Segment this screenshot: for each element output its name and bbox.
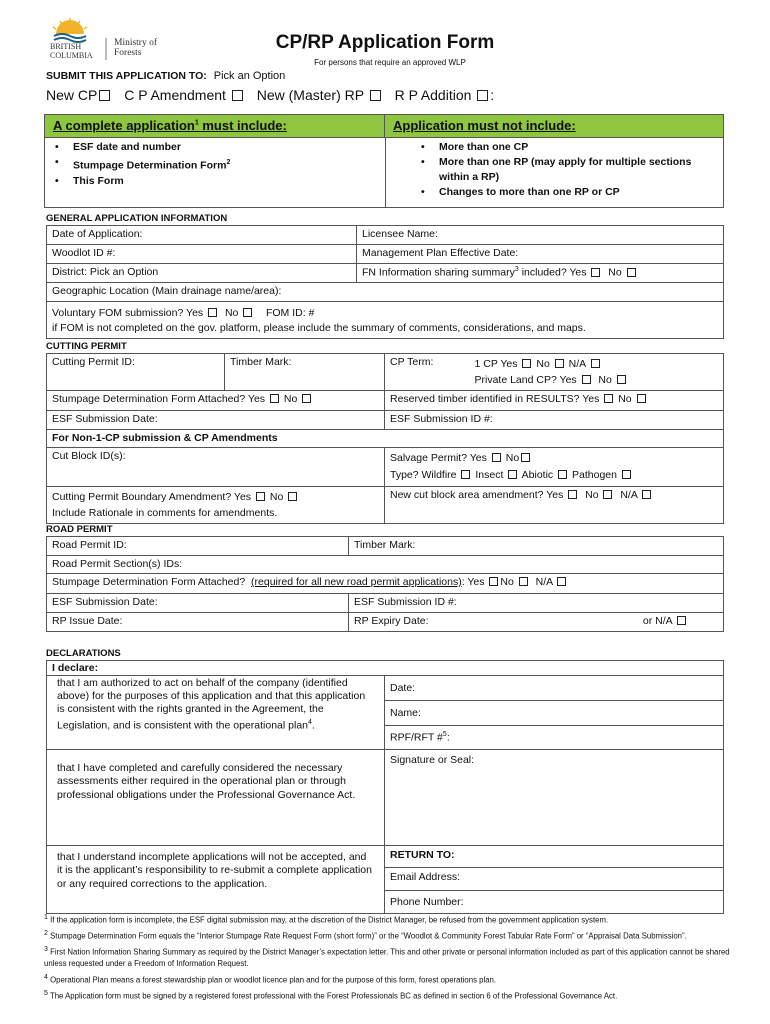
declaration-1: that I am authorized to act on behalf of the company (identified above) for the purposes of this application and that this application is consistent with the rights granted in the Agreement, the Legislation, and is consistent with the operational plan$^4$. [47, 676, 385, 750]
cp-esf-date-field[interactable]: ESF Submission Date: [47, 411, 385, 430]
general-section-title: GENERAL APPLICATION INFORMATION [46, 213, 228, 224]
fn-info-field: FN Information sharing summary$^3$ included? Yes No [357, 264, 724, 283]
checkbox[interactable] [489, 577, 498, 586]
must-include-list [49, 140, 379, 189]
must-include-heading: A complete application$^1$ must include: [45, 115, 385, 138]
list-item: • Changes to more than one RP or CP [415, 185, 715, 200]
cutting-permit-table [46, 353, 724, 524]
footnote: $^2$ Stumpage Determination Form equals the “Interior Stumpage Rate Request Form (short form)” or the “Woodlot & Community Forest Tabular Rate Form” or “Appraisal Data Submission”. [44, 930, 687, 941]
list-item: • More than one CP [415, 140, 715, 155]
declarations-section-title: DECLARATIONS [46, 648, 121, 659]
application-type-row [46, 87, 502, 103]
checkbox[interactable] [521, 453, 530, 462]
rp-stumpage-field: Stumpage Determination Form Attached? (required for all new road permit applications): Yes No N/A [47, 574, 724, 594]
checkbox[interactable] [232, 90, 243, 101]
mgmt-plan-date-field[interactable]: Management Plan Effective Date: [357, 245, 724, 264]
woodlot-id-field[interactable]: Woodlot ID #: [47, 245, 357, 264]
return-to-block [385, 845, 724, 913]
email-field[interactable]: Email Address: [385, 868, 723, 891]
footnote: $^3$ First Nation Information Sharing Summary as required by the District Manager’s expectation letter. This and other private or personal information included as part of this application cannot be shared unless requested under a Freedom of Information Request. [44, 946, 730, 969]
date-of-application-field[interactable]: Date of Application: [47, 226, 357, 245]
submit-to-dropdown[interactable]: Pick an Option [213, 70, 286, 82]
cp-term-options: 1 CP Yes No N/A Private Land CP? Yes No [470, 354, 724, 391]
checkbox[interactable] [558, 470, 567, 479]
checkbox[interactable] [603, 490, 612, 499]
checkbox[interactable] [302, 394, 311, 403]
checkbox[interactable] [677, 616, 686, 625]
boundary-amendment-field: Cutting Permit Boundary Amendment? Yes No Include Rationale in comments for amendments. [47, 487, 385, 524]
checkbox[interactable] [208, 308, 217, 317]
logo-wordmark: BRITISH COLUMBIA [50, 42, 93, 60]
checkbox[interactable] [617, 375, 626, 384]
district-field[interactable]: District: Pick an Option [47, 264, 357, 283]
checkbox[interactable] [642, 490, 651, 499]
phone-field[interactable]: Phone Number: [390, 895, 464, 908]
cp-timber-mark-field[interactable]: Timber Mark: [225, 354, 385, 391]
rp-esf-id-field[interactable]: ESF Submission ID #: [349, 594, 724, 613]
type-cp-amendment[interactable]: C P Amendment [124, 87, 245, 103]
ministry-name: Ministry of Forests [114, 38, 158, 58]
checkbox[interactable] [519, 577, 528, 586]
checkbox[interactable] [582, 375, 591, 384]
declaration-name-field[interactable]: Name: [385, 701, 724, 726]
cp-id-field[interactable]: Cutting Permit ID: [47, 354, 225, 391]
submit-to-row [46, 70, 285, 82]
cut-block-ids-field[interactable]: Cut Block ID(s): [47, 448, 385, 487]
page-title: CP/RP Application Form [275, 32, 495, 53]
checkbox[interactable] [604, 394, 613, 403]
must-not-include-list [415, 140, 715, 200]
checkbox[interactable] [508, 470, 517, 479]
reserved-timber-field: Reserved timber identified in RESULTS? Yes No [385, 391, 724, 411]
checkbox[interactable] [99, 90, 110, 101]
checkbox[interactable] [477, 90, 488, 101]
checkbox[interactable] [591, 359, 600, 368]
checkbox[interactable] [622, 470, 631, 479]
road-permit-section-title: ROAD PERMIT [46, 524, 113, 535]
rpf-rft-field[interactable]: RPF/RFT #$^5$: [385, 726, 724, 750]
rp-expiry-date-field[interactable]: RP Expiry Date: or N/A [349, 613, 724, 632]
checkbox[interactable] [288, 492, 297, 501]
cp-esf-id-field[interactable]: ESF Submission ID #: [385, 411, 724, 430]
checkbox[interactable] [270, 394, 279, 403]
footnote: $^1$ If the application form is incomplete, the ESF digital submission may, at the discretion of the District Manager, be refused from the government application system. [44, 914, 609, 925]
checkbox[interactable] [243, 308, 252, 317]
cp-term-field[interactable]: CP Term: [385, 354, 470, 391]
declaration-2: that I have completed and carefully considered the necessary assessments either required in the operational plan or through professional obligations under the Professional Governance Act. [47, 749, 385, 845]
geographic-location-field[interactable]: Geographic Location (Main drainage name/area): [47, 283, 724, 302]
declaration-3: that I understand incomplete applications will not be accepted, and it is the applicant’s responsibility to re-submit a complete application or any required corrections to the application. [47, 845, 385, 913]
requirements-box [44, 114, 724, 208]
rationale-note: Include Rationale in comments for amendments. [52, 507, 278, 519]
i-declare-heading: I declare: [47, 661, 724, 676]
list-item: • More than one RP (may apply for multiple sections within a RP) [415, 155, 715, 185]
footnote: $^4$ Operational Plan means a forest stewardship plan or woodlot licence plan and for the purpose of this form, forest operations plan. [44, 973, 497, 985]
must-not-include-heading: Application must not include: [385, 115, 723, 138]
checkbox[interactable] [627, 268, 636, 277]
checkbox[interactable] [522, 359, 531, 368]
checkbox[interactable] [555, 359, 564, 368]
page-subtitle: For persons that require an approved WLP [314, 58, 466, 67]
checkbox[interactable] [637, 394, 646, 403]
checkbox[interactable] [256, 492, 265, 501]
type-rp-addition[interactable]: R P Addition : [394, 87, 495, 103]
checkbox[interactable] [591, 268, 600, 277]
general-info-table [46, 225, 724, 339]
type-new-master-rp[interactable]: New (Master) RP [257, 87, 383, 103]
type-new-cp[interactable]: New CP [46, 87, 112, 103]
cp-stumpage-field: Stumpage Determination Form Attached? Yes No [47, 391, 385, 411]
rp-esf-date-field[interactable]: ESF Submission Date: [47, 594, 349, 613]
rp-sections-field[interactable]: Road Permit Section(s) IDs: [47, 556, 724, 574]
return-to-heading: RETURN TO: [385, 846, 723, 868]
fom-note: if FOM is not completed on the gov. platform, please include the summary of comments, considerations, and maps. [52, 322, 586, 334]
rp-id-field[interactable]: Road Permit ID: [47, 537, 349, 556]
declarations-table [46, 660, 724, 914]
fom-field: Voluntary FOM submission? Yes No FOM ID: # if FOM is not completed on the gov. platform, please include the summary of comments, considerations, and maps. [47, 302, 724, 339]
rp-timber-mark-field[interactable]: Timber Mark: [349, 537, 724, 556]
checkbox[interactable] [461, 470, 470, 479]
declaration-date-field[interactable]: Date: [385, 676, 724, 701]
road-permit-table [46, 536, 724, 632]
salvage-permit-field: Salvage Permit? Yes No Type? Wildfire Insect Abiotic Pathogen [385, 448, 724, 487]
rp-issue-date-field[interactable]: RP Issue Date: [47, 613, 349, 632]
list-item: • ESF date and number [49, 140, 379, 155]
district-dropdown[interactable]: Pick an Option [89, 266, 159, 278]
checkbox[interactable] [492, 453, 501, 462]
footnotes [44, 912, 734, 1004]
footnote: $^5$ The Application form must be signed by a registered forest professional with the Forest Professionals BC as defined in section 6 of the Professional Governance Act. [44, 989, 618, 1001]
checkbox[interactable] [370, 90, 381, 101]
list-item: • This Form [49, 174, 379, 189]
new-cut-block-field: New cut block area amendment? Yes No N/A [385, 487, 724, 524]
submit-to-label: SUBMIT THIS APPLICATION TO: [46, 70, 207, 82]
licensee-name-field[interactable]: Licensee Name: [357, 226, 724, 245]
checkbox[interactable] [568, 490, 577, 499]
cutting-permit-section-title: CUTTING PERMIT [46, 341, 127, 352]
signature-field[interactable]: Signature or Seal: [385, 749, 724, 845]
checkbox[interactable] [557, 577, 566, 586]
list-item: • Stumpage Determination Form$^2$ [49, 155, 379, 174]
non-1-cp-heading: For Non-1-CP submission & CP Amendments [47, 430, 724, 448]
